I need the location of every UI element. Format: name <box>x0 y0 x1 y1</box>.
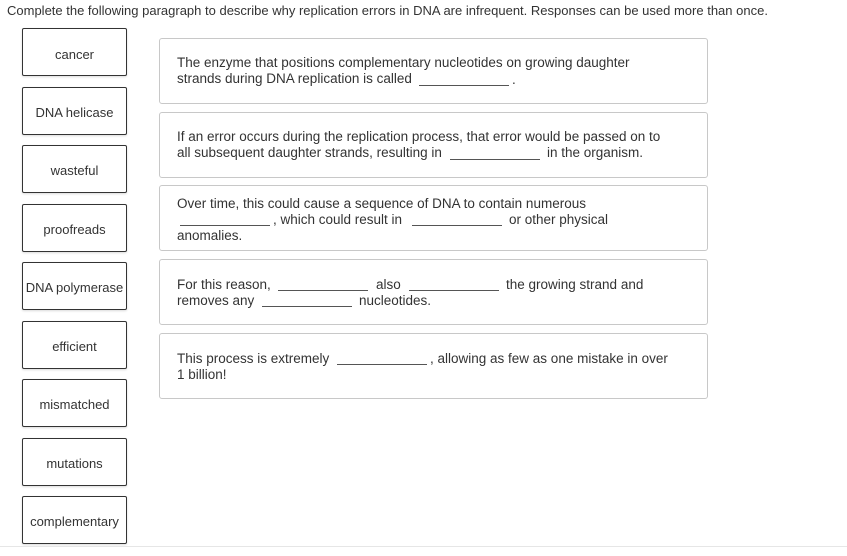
word-tile-proofreads[interactable] <box>22 204 127 252</box>
sentence-3-line-3: anomalies. <box>177 228 243 243</box>
sentence-2-line-2: all subsequent daughter strands, resulting in <box>177 145 442 160</box>
instructions-text: Complete the following paragraph to describe why replication errors in DNA are infrequent. Responses can be used more than once. <box>7 3 768 18</box>
word-tile-label: mutations <box>46 456 103 471</box>
word-tile-mutations[interactable] <box>22 438 127 486</box>
word-tile-dna-helicase[interactable] <box>22 87 127 135</box>
sentence-1-period: . <box>512 72 516 87</box>
sentence-3-blank-2[interactable] <box>412 225 502 226</box>
sentence-2-line-1: If an error occurs during the replication process, that error would be passed on to <box>177 129 661 144</box>
sentence-3-line-1: Over time, this could cause a sequence of DNA to contain numerous <box>177 196 586 211</box>
word-tile-wasteful[interactable] <box>22 145 127 193</box>
sentence-4-part-a: For this reason, <box>177 277 271 292</box>
sentence-1-line-2: strands during DNA replication is called <box>177 71 412 86</box>
word-tile-complementary[interactable] <box>22 496 127 544</box>
sentence-4-blank-2[interactable] <box>409 290 499 291</box>
bottom-divider <box>0 546 847 547</box>
sentence-3-after: or other physical <box>509 212 609 227</box>
sentence-box-4 <box>159 259 708 325</box>
sentence-5-after: , allowing as few as one mistake in over <box>430 351 668 366</box>
sentence-box-1 <box>159 38 708 104</box>
sentence-box-2 <box>159 112 708 178</box>
sentence-3-blank-1[interactable] <box>180 225 270 226</box>
word-tile-label: proofreads <box>43 222 106 237</box>
sentence-3-mid: , which could result in <box>273 212 403 227</box>
sentence-4-blank-3[interactable] <box>262 306 352 307</box>
word-tile-mismatched[interactable] <box>22 379 127 427</box>
sentence-4-part-e: nucleotides. <box>359 293 432 308</box>
word-tile-efficient[interactable] <box>22 321 127 369</box>
word-tile-label: mismatched <box>39 397 110 412</box>
word-tile-label: wasteful <box>50 163 99 178</box>
sentence-4-blank-1[interactable] <box>278 290 368 291</box>
sentence-5-blank[interactable] <box>337 364 427 365</box>
sentence-5-line-2: 1 billion! <box>177 367 227 382</box>
sentence-4-part-b: also <box>376 277 401 292</box>
sentence-2-blank[interactable] <box>450 159 540 160</box>
sentence-2-after: in the organism. <box>547 145 644 160</box>
word-tile-label: DNA helicase <box>35 105 114 120</box>
word-tile-label: complementary <box>30 514 119 529</box>
sentence-box-5 <box>159 333 708 399</box>
word-tile-label: DNA polymerase <box>25 280 124 295</box>
sentence-1-line-1: The enzyme that positions complementary nucleotides on growing daughter <box>177 55 630 70</box>
sentence-1-blank[interactable] <box>419 85 509 86</box>
word-tile-label: efficient <box>52 339 97 354</box>
word-tile-cancer[interactable] <box>22 28 127 76</box>
word-tile-dna-polymerase[interactable] <box>22 262 127 310</box>
sentence-4-part-c: the growing strand and <box>506 277 644 292</box>
sentence-4-part-d: removes any <box>177 293 255 308</box>
sentence-5-line-1: This process is extremely <box>177 351 330 366</box>
word-tile-label: cancer <box>54 47 95 62</box>
sentence-box-3 <box>159 185 708 251</box>
